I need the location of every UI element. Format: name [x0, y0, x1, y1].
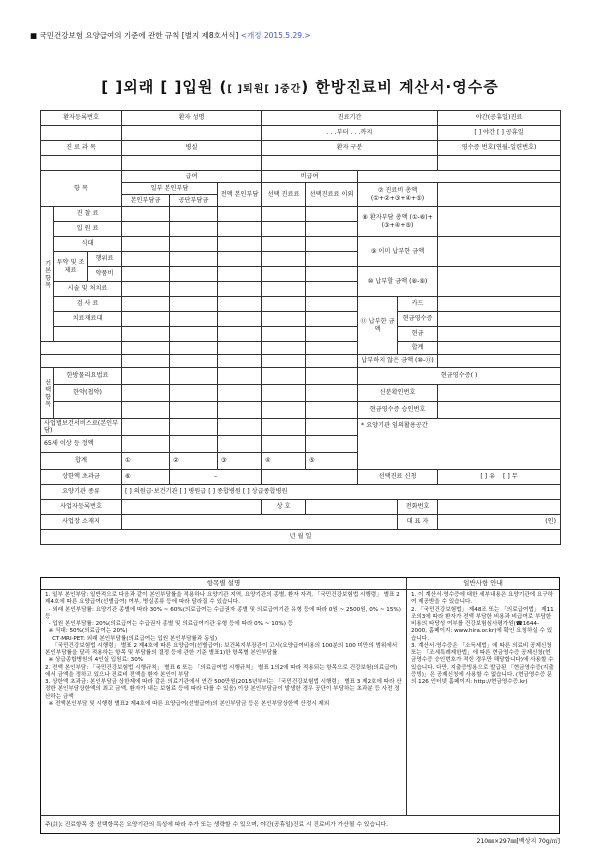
cell[interactable]: [122, 237, 170, 252]
cell[interactable]: [122, 368, 170, 385]
basic-item-exam: 진 찰 료: [54, 207, 122, 222]
cell[interactable]: [262, 368, 306, 385]
patient-type-label: 환자 구분: [262, 141, 438, 156]
selective-request-checkboxes[interactable]: [438, 470, 561, 485]
business-name-field[interactable]: [306, 500, 398, 515]
representative-seal[interactable]: (인): [438, 515, 561, 530]
cell[interactable]: [122, 252, 170, 267]
calc-total-label: ⑦ 진료비 총액 (①+②+③+④+⑤): [358, 183, 438, 207]
general-guide-column: [407, 578, 559, 833]
basic-blank-row-2: [41, 355, 122, 368]
business-name-label: 상 호: [262, 500, 306, 515]
cell[interactable]: [262, 282, 306, 297]
cell[interactable]: [170, 222, 218, 237]
amount-due-label: ⑩ 납부할 금액 (⑧-⑨): [358, 267, 438, 297]
cell[interactable]: [122, 385, 170, 402]
guide-section: [40, 577, 560, 834]
billing-table: [40, 110, 561, 545]
item-explanation-body: 1. 일부 본인부담: 일반적으로 다음과 같이 본인부담률을 적용하나 요양기관 지역, 요양기관의 종별, 환자 자격, 「국민건강보험법 시행령」 별표 2 제4호에 따른 요양급여(선별급여) 여부, 병실종류 등에 따라 달라질 수 있습니다. - 외래 본인부담률: 요양기관 종별에 따라 30% ~ 60%(의료급여는 수급권자 종별 및 의료급여기관 유형 등에 따라 0원 ~ 2500원, 0% ~ 15%) 등 - 입원 본인부담률: 20%(의료급여는 수급권자 종별 및 의료급여기관 유형 등에 따라 0% ~ 10%) 등 ※ 식대: 50%(의료급여는 20%) CT·MRI·PET: 외래 본인부담률(의료급여는 입원 본인부담률과 동일) 「국민건강보험법 시행령」 별표 2 제4호에 따른 요양급여(선별급여): 보건복지부장관이 고시(요양급여비용의 100분의 100 미만의 범위에서 본인부담률을 달리 적용하는 항목 및 부담률의 결정 등에 관한 기준 별표1)한 항목별 본인부담률 ※ 상급종합병원의 4인실 입원료: 30% 2. 전액 본인부담: 「국민건강보험법 시행규칙」 별표 6 또는 「의료급여법 시행규칙」 별표 1의2에 따라 적용되는 항목으로 건강보험(의료급여)에서 금액을 정하고 있으나 진료비 전액을 환자 본인이 부담 3. 상한액 초과금: 본인부담금 상한제에 따라 같은 의료기관에서 연간 500만원(2015년부터는 「국민건강보험법 시행령」 별표 3 제2호에 따라 산정한 본인부담상한액의 최고 금액, 환자가 내는 보험료 등에 따라 다를 수 있음) 이상 본인부담금이 발생한 경우 공단이 부담하는 초과분 등 사전 정산하는 금액 ※ 전액본인부담 및 시행령 별표2 제4호에 따른 요양급여(선별급여)의 본인부담금 등은 본인부담상한액 산정시 제외: [45, 592, 402, 707]
patient-id-field[interactable]: [41, 126, 122, 141]
cell[interactable]: [262, 436, 306, 453]
cell[interactable]: [306, 237, 358, 252]
cell[interactable]: [306, 267, 358, 282]
cap-excess-blank: [262, 470, 358, 485]
total-circle-1[interactable]: ①: [122, 453, 170, 470]
cell[interactable]: [218, 327, 262, 342]
regulation-reference: ■ 국민건강보험 요양급여의 기준에 관한 규칙 [별지 제8호서식]: [30, 31, 239, 40]
title-middle: [ ]퇴원[ ]중간: [227, 84, 302, 95]
form-title: [0, 76, 600, 97]
cap-excess-dash: –: [170, 470, 262, 485]
form-header-note: [30, 30, 311, 41]
cell[interactable]: [122, 222, 170, 237]
business-number-field[interactable]: [122, 500, 262, 515]
cell[interactable]: [218, 355, 262, 368]
treatment-period-field[interactable]: . . .부터 . . .까지: [262, 126, 438, 141]
card-label: 카드: [398, 297, 438, 312]
calc-total-field[interactable]: [438, 183, 561, 207]
patient-name-label: 환자 성명: [122, 111, 262, 126]
cell[interactable]: [306, 297, 358, 312]
cell[interactable]: [306, 252, 358, 267]
cell[interactable]: [218, 436, 262, 453]
cell[interactable]: [170, 368, 218, 385]
cell[interactable]: [170, 402, 218, 419]
cell[interactable]: [262, 355, 306, 368]
unpaid-label: 납부하지 않은 금액 (⑩-⑪): [358, 355, 438, 368]
cell[interactable]: [122, 402, 170, 419]
total-circle-4[interactable]: ④: [262, 453, 306, 470]
patient-name-field[interactable]: [122, 126, 262, 141]
card-field[interactable]: [438, 297, 561, 312]
ward-field[interactable]: [122, 156, 262, 171]
self-amount-header: 본인부담금: [122, 195, 170, 207]
issue-date[interactable]: 년 월 일: [41, 530, 561, 545]
cell[interactable]: [170, 282, 218, 297]
basic-items-group: 기본항목: [41, 207, 54, 342]
already-paid-label: ⑨ 이미 납부한 금액: [358, 237, 438, 267]
cash-label: 현금: [398, 327, 438, 342]
paper-spec: 210㎜×297㎜[백상지 70g/㎡]: [476, 838, 560, 845]
institution-type-checkboxes[interactable]: [ ] 의원급·보건기관 [ ] 병원급 [ ] 종합병원 [ ] 상급종합병원: [122, 485, 561, 500]
basic-item-meals: 식대: [54, 237, 122, 252]
cell[interactable]: [218, 207, 262, 222]
basic-blank-row: [41, 342, 122, 355]
cell[interactable]: [262, 402, 306, 419]
department-field[interactable]: [41, 156, 122, 171]
approval-number-field[interactable]: [438, 402, 561, 419]
cell[interactable]: [218, 342, 262, 355]
cell[interactable]: [262, 342, 306, 355]
cell[interactable]: [170, 252, 218, 267]
cell[interactable]: [262, 252, 306, 267]
cell[interactable]: [306, 327, 358, 342]
receipt-number-field[interactable]: [438, 156, 561, 171]
item-explanation-title: 항목별 설명: [41, 578, 406, 590]
patient-total-field[interactable]: [438, 207, 561, 237]
extra-item-public-health: 사업별보건서비스료(본인부담): [41, 419, 122, 436]
unpaid-field[interactable]: [438, 355, 561, 368]
cell[interactable]: [218, 252, 262, 267]
basic-item-drug-cost: 약품비: [88, 267, 122, 282]
cell[interactable]: [218, 267, 262, 282]
cell[interactable]: [170, 342, 218, 355]
cell[interactable]: [306, 436, 358, 453]
optional-item-physio: 한방물리요법료: [54, 368, 122, 385]
cell[interactable]: [306, 402, 358, 419]
cell[interactable]: [306, 419, 358, 436]
patient-type-field[interactable]: [262, 156, 438, 171]
cell[interactable]: [218, 222, 262, 237]
insurer-amount-header: 공단부담금: [170, 195, 218, 207]
cell[interactable]: [262, 312, 306, 327]
patient-id-label: 환자등록번호: [41, 111, 122, 126]
cell[interactable]: [122, 327, 170, 342]
cell[interactable]: [122, 207, 170, 222]
night-holiday-checkboxes[interactable]: [ ] 야간 [ ] 공휴일: [438, 126, 561, 141]
cell[interactable]: [218, 297, 262, 312]
representative-label: 대 표 자: [398, 515, 438, 530]
selective-request-label: 선택진료 신청: [358, 470, 438, 485]
cash-field[interactable]: [438, 327, 561, 342]
revision-date: <개정 2015.5.29.>: [240, 31, 311, 40]
total-circle-2[interactable]: ②: [170, 453, 218, 470]
item-explanation-column: [41, 578, 407, 833]
cell[interactable]: [170, 385, 218, 402]
cell[interactable]: [122, 436, 170, 453]
cell[interactable]: [170, 355, 218, 368]
cap-excess-label: 상한액 초과금: [41, 470, 122, 485]
cell[interactable]: [218, 419, 262, 436]
cell[interactable]: [170, 312, 218, 327]
cell[interactable]: [306, 342, 358, 355]
cell[interactable]: [218, 402, 262, 419]
free-memo-area[interactable]: * 요양기관 임의활용공간: [358, 419, 561, 470]
cell[interactable]: [262, 327, 306, 342]
cell[interactable]: [262, 385, 306, 402]
total-circle-5[interactable]: ⑤: [306, 453, 358, 470]
paid-method-label: ⑪ 납부한 금액: [358, 297, 398, 355]
selective-fee-header: 선택 진료료: [262, 183, 306, 207]
footnote: 주(註): 진료항목 중 선택항목은 요양기관의 특성에 따라 추가 또는 생략할 수 있으며, 야간(공휴일)진료 시 진료비가 가산될 수 있습니다.: [40, 815, 560, 834]
department-label: 진 료 과 목: [41, 141, 122, 156]
total-circle-3[interactable]: ③: [218, 453, 262, 470]
cell[interactable]: [218, 312, 262, 327]
cell[interactable]: [218, 385, 262, 402]
calc-header: [358, 171, 561, 183]
cell[interactable]: [262, 222, 306, 237]
selective-no-checkbox[interactable]: [ ] 무: [503, 473, 518, 481]
basic-item-admission: 입 원 료: [54, 222, 122, 237]
basic-item-medication: 투약 및 조제료: [54, 252, 88, 282]
id-check-field[interactable]: [438, 385, 561, 402]
cell[interactable]: [218, 368, 262, 385]
cap-excess-field[interactable]: ⑥: [122, 470, 170, 485]
night-holiday-label: 야간(공휴일)진료: [438, 111, 561, 126]
phone-label: 전화번호: [398, 500, 438, 515]
paid-sum-label: 합계: [398, 342, 438, 355]
id-check-label: 신분확인번호: [358, 385, 438, 402]
treatment-period-label: 진료기간: [262, 111, 438, 126]
cell[interactable]: [170, 207, 218, 222]
cell[interactable]: [306, 385, 358, 402]
basic-item-blank: [54, 327, 122, 342]
cell[interactable]: [306, 368, 358, 385]
general-guide-title: 일반사항 안내: [407, 578, 559, 590]
optional-item-herbal: 한약(첩약): [54, 385, 122, 402]
selective-yes-checkbox[interactable]: [ ] 유: [480, 473, 496, 481]
cell[interactable]: [122, 419, 170, 436]
approval-number-label: 현금영수증 승인번호: [358, 402, 438, 419]
phone-field[interactable]: [438, 500, 561, 515]
cell[interactable]: [170, 327, 218, 342]
cell[interactable]: [306, 355, 358, 368]
title-suffix: ) 한방진료비 계산서·영수증: [301, 78, 499, 96]
cell[interactable]: [170, 237, 218, 252]
cell[interactable]: [262, 297, 306, 312]
cell[interactable]: [122, 355, 170, 368]
ward-label: 병실: [122, 141, 262, 156]
paid-sum-field[interactable]: [438, 342, 561, 355]
basic-item-materials: 치료재료대: [54, 312, 122, 327]
cell[interactable]: [170, 436, 218, 453]
optional-items-group: 선택항목: [41, 368, 54, 419]
receipt-number-label: 영수증 번호(연월-일련번호): [438, 141, 561, 156]
cash-receipt-field[interactable]: [438, 312, 561, 327]
cash-receipt-label: 현금영수증: [398, 312, 438, 327]
full-self-pay-header: 전액 본인부담: [218, 183, 262, 207]
cell[interactable]: [262, 419, 306, 436]
covered-header: 급여: [122, 171, 262, 183]
cash-receipt-ident-label: 현금영수증( ): [358, 368, 561, 385]
basic-item-test: 검 사 료: [54, 297, 122, 312]
cell[interactable]: [170, 297, 218, 312]
cell[interactable]: [218, 237, 262, 252]
cell[interactable]: [122, 297, 170, 312]
business-number-label: 사업자등록번호: [41, 500, 122, 515]
extra-item-elderly-flat: 65세 이상 등 정액: [41, 436, 122, 453]
patient-total-label: ⑧ 환자부담 총액 (①-⑥)+(③+④+⑤): [358, 207, 438, 237]
cell[interactable]: [170, 267, 218, 282]
cell[interactable]: [306, 312, 358, 327]
optional-blank-row: [54, 402, 122, 419]
basic-item-procedure: 시술 및 처치료: [54, 282, 122, 297]
cell[interactable]: [262, 267, 306, 282]
cell[interactable]: [262, 207, 306, 222]
amount-due-field[interactable]: [438, 267, 561, 297]
cell[interactable]: [122, 342, 170, 355]
cell[interactable]: [122, 312, 170, 327]
cell[interactable]: [306, 222, 358, 237]
already-paid-field[interactable]: [438, 237, 561, 267]
cell[interactable]: [306, 207, 358, 222]
totals-label: 합계: [41, 453, 122, 470]
cell[interactable]: [122, 282, 170, 297]
title-prefix: [ ]외래 [ ]입원 (: [101, 78, 228, 96]
item-header: 항 목: [41, 171, 122, 207]
cell[interactable]: [122, 267, 170, 282]
cell[interactable]: [218, 282, 262, 297]
partial-self-pay-header: 일부 본인부담: [122, 183, 218, 195]
business-address-field[interactable]: [122, 515, 398, 530]
noncovered-header: 비급여: [262, 171, 358, 183]
institution-type-label: 요양기관 종류: [41, 485, 122, 500]
basic-item-service-fee: 행위료: [88, 252, 122, 267]
cell[interactable]: [262, 237, 306, 252]
business-address-label: 사업장 소재지: [41, 515, 122, 530]
cell[interactable]: [170, 419, 218, 436]
cell[interactable]: [306, 282, 358, 297]
general-guide-body: 1. 이 계산서·영수증에 대한 세부내용은 요양기관에 요구하여 제공받을 수 있습니다. 2. 「국민건강보험법」 제48조 또는 「의료급여법」 제11조의3에 따라 환자가 전액 부담한 비용과 비급여로 부담한 비용의 타당성 여부를 건강보험심사평가원(☎1644-2000, 홈페이지: www.hira.or.kr)에 확인 요청하실 수 있습니다. 3. 계산서·영수증은 「소득세법」에 따른 의료비 공제신청 또는 「조세특례제한법」에 따른 현금영수증 공제신청(현금영수증 승인번호가 적힌 경우만 해당합니다)에 사용할 수 있습니다. 다만, 지출증빙용으로 발급된 「현금영수증(지출증빙)」은 공제신청에 사용할 수 없습니다. (현금영수증 문의 126 인터넷 홈페이지: http://현금영수증.kr): [411, 592, 554, 686]
non-selective-fee-header: 선택진료료 이외: [306, 183, 358, 207]
